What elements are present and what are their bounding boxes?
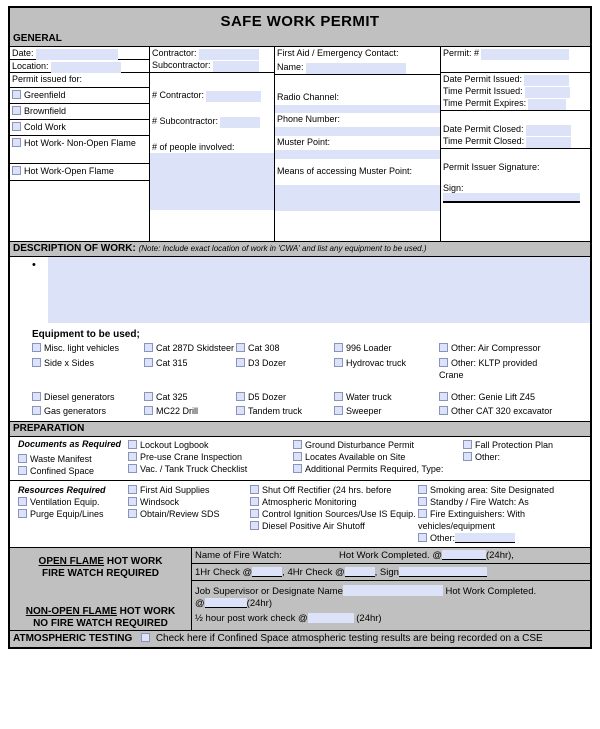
permit-issued-for-label: Permit issued for: xyxy=(10,73,149,88)
preparation-item[interactable] xyxy=(250,520,418,532)
num-people-label: # of people involved: xyxy=(152,142,235,152)
description-body xyxy=(10,257,590,329)
preparation-item[interactable] xyxy=(128,439,293,451)
equipment-item[interactable] xyxy=(439,391,559,403)
preparation-item[interactable] xyxy=(128,484,250,496)
num-contractor-input[interactable] xyxy=(206,91,261,102)
section-header-preparation: PREPARATION xyxy=(10,422,590,437)
permit-type-hot-work-open-flame[interactable] xyxy=(10,164,149,181)
permit-type-label: Brownfield xyxy=(24,106,67,116)
contractor-row xyxy=(150,47,274,59)
permit-type-spacer xyxy=(10,181,149,241)
checkbox-icon[interactable] xyxy=(18,509,27,518)
hot-work-right xyxy=(192,548,590,630)
documents-row-1 xyxy=(10,439,590,475)
preparation-item[interactable] xyxy=(418,484,578,496)
equipment-item[interactable] xyxy=(144,357,236,381)
equipment-label: Side x Sides xyxy=(44,358,95,368)
permit-type-hot-work-non-open-flame[interactable] xyxy=(10,136,149,164)
checkbox-icon[interactable] xyxy=(293,452,302,461)
supervisor-row xyxy=(192,581,590,609)
equipment-row-3 xyxy=(10,391,590,403)
equipment-item[interactable] xyxy=(10,391,144,403)
num-contractor-label: # Contractor: xyxy=(152,90,205,100)
checkbox-icon[interactable] xyxy=(439,358,448,367)
post-work-suffix: (24hr) xyxy=(356,613,382,624)
equipment-item[interactable] xyxy=(144,405,236,417)
preparation-label: Smoking area: Site Designated xyxy=(430,485,555,495)
equipment-item[interactable] xyxy=(236,357,334,381)
preparation-item[interactable] xyxy=(463,451,588,463)
permit-type-cold-work[interactable] xyxy=(10,120,149,136)
equipment-item[interactable] xyxy=(236,405,334,417)
equipment-label: Gas generators xyxy=(44,406,107,416)
non-open-flame-underline: NON-OPEN FLAME xyxy=(25,606,117,617)
preparation-label: Windsock xyxy=(140,497,180,507)
means-muster-input[interactable] xyxy=(275,185,440,211)
sign-row xyxy=(441,177,590,193)
preparation-item[interactable] xyxy=(293,451,463,463)
phone-number-row xyxy=(275,113,440,127)
equipment-row-1 xyxy=(10,342,590,354)
preparation-label: Locates Available on Site xyxy=(305,452,406,462)
checkbox-icon[interactable] xyxy=(144,358,153,367)
resources-required-label: Resources Required xyxy=(18,485,106,495)
resources-other-input[interactable] xyxy=(455,533,515,543)
description-label: DESCRIPTION OF WORK: xyxy=(13,243,136,254)
check-4hr-input[interactable] xyxy=(345,567,375,577)
hot-work-completed-suffix: (24hr), xyxy=(485,550,514,561)
hot-work-completed-label: Hot Work Completed. @ xyxy=(339,550,442,561)
checkbox-icon[interactable] xyxy=(334,406,343,415)
checkbox-icon[interactable] xyxy=(128,452,137,461)
date-permit-closed-label: Date Permit Closed: xyxy=(443,124,524,134)
resources-col4-stack xyxy=(418,484,578,544)
date-permit-issued-row xyxy=(441,73,590,85)
resources-row xyxy=(10,484,590,544)
no-fire-watch-required: NO FIRE WATCH REQUIRED xyxy=(33,618,168,629)
post-work-row xyxy=(192,609,590,627)
hot-work-completed2-label: Hot Work Completed. xyxy=(445,586,537,597)
preparation-label: Diesel Positive Air Shutoff xyxy=(262,521,365,531)
preparation-label: Standby / Fire Watch: As xyxy=(430,497,529,507)
num-people-input[interactable] xyxy=(150,153,274,210)
resources-col2-stack xyxy=(128,484,250,544)
equipment-label: Tandem truck xyxy=(248,406,303,416)
permit-sheet xyxy=(8,6,592,649)
radio-channel-input[interactable] xyxy=(275,105,440,113)
preparation-label: Obtain/Review SDS xyxy=(140,509,220,519)
name-input[interactable] xyxy=(306,63,406,74)
post-work-input[interactable] xyxy=(308,613,354,623)
preparation-label: Confined Space xyxy=(30,466,95,476)
equipment-label: Cat 308 xyxy=(248,343,280,353)
section-header-general: GENERAL xyxy=(10,32,590,47)
preparation-item[interactable] xyxy=(18,496,128,508)
date-row xyxy=(10,47,149,60)
hot-work-section xyxy=(10,548,590,631)
non-open-flame-rest: HOT WORK xyxy=(116,606,176,617)
preparation-label: Ground Disturbance Permit xyxy=(305,440,415,450)
equipment-item[interactable] xyxy=(334,391,439,403)
date-label: Date: xyxy=(12,48,34,58)
preparation-label: First Aid Supplies xyxy=(140,485,210,495)
general-col-left xyxy=(10,47,150,241)
resources-col1-stack xyxy=(10,484,128,544)
checkbox-icon[interactable] xyxy=(293,464,302,473)
hot-work-gap xyxy=(10,580,191,606)
preparation-item[interactable] xyxy=(18,508,128,520)
permit-issuer-signature-label: Permit Issuer Signature: xyxy=(443,162,540,172)
first-aid-label: First Aid / Emergency Contact: xyxy=(277,48,399,58)
check-1hr-input[interactable] xyxy=(252,567,282,577)
time-permit-closed-row xyxy=(441,135,590,149)
num-subcontractor-label: # Subcontractor: xyxy=(152,116,219,126)
checkbox-icon[interactable] xyxy=(128,497,137,506)
equipment-item[interactable] xyxy=(144,391,236,403)
equipment-label: Cat 287D Skidsteer xyxy=(156,343,235,353)
checkbox-icon[interactable] xyxy=(250,509,259,518)
description-note: (Note: Include exact location of work in 'CWA' and list any equipment to be used.) xyxy=(138,244,427,253)
checkbox-icon[interactable] xyxy=(12,90,21,99)
preparation-label: Ventilation Equip. xyxy=(30,497,100,507)
location-row xyxy=(10,60,149,73)
page-title: SAFE WORK PERMIT xyxy=(10,8,590,32)
checkbox-icon[interactable] xyxy=(128,440,137,449)
time-permit-closed-input[interactable] xyxy=(526,137,571,148)
at-suffix: (24hr) xyxy=(246,598,272,609)
checkbox-icon[interactable] xyxy=(128,485,137,494)
equipment-label: Other: Genie Lift Z45 xyxy=(451,392,536,402)
at-label: @ xyxy=(195,598,205,609)
permit-type-brownfield[interactable] xyxy=(10,104,149,120)
time-permit-expires-input[interactable] xyxy=(528,99,566,110)
checkbox-icon[interactable] xyxy=(12,138,21,147)
preparation-item[interactable] xyxy=(128,508,250,520)
equipment-item[interactable] xyxy=(236,391,334,403)
permit-number-row xyxy=(441,47,590,59)
preparation-label: Lockout Logbook xyxy=(140,440,209,450)
equipment-item[interactable] xyxy=(439,405,559,417)
job-supervisor-input[interactable] xyxy=(343,585,443,596)
atmospheric-testing-text: Check here if Confined Space atmospheric testing results are being recorded on a CSE xyxy=(155,633,543,644)
checkbox-icon[interactable] xyxy=(144,343,153,352)
checkbox-icon[interactable] xyxy=(439,406,448,415)
checkbox-icon[interactable] xyxy=(236,392,245,401)
hot-work-left xyxy=(10,548,192,630)
radio-channel-row xyxy=(275,75,440,105)
equipment-label: Other CAT 320 excavator xyxy=(451,406,553,416)
location-input[interactable] xyxy=(51,62,121,73)
checkbox-icon[interactable] xyxy=(236,343,245,352)
equipment-item[interactable] xyxy=(334,405,439,417)
phone-number-input[interactable] xyxy=(275,127,440,136)
equipment-section xyxy=(10,329,590,422)
equipment-item[interactable] xyxy=(439,357,559,381)
num-contractor-row xyxy=(150,73,274,103)
equipment-label: Cat 315 xyxy=(156,358,188,368)
checks-row xyxy=(192,564,590,581)
preparation-label: Other: xyxy=(475,452,501,462)
permit-type-greenfield[interactable] xyxy=(10,88,149,104)
subcontractor-row xyxy=(150,59,274,73)
documents-col4-stack xyxy=(463,439,588,475)
preparation-label: Pre-use Crane Inspection xyxy=(140,452,243,462)
checkbox-icon[interactable] xyxy=(12,166,21,175)
time-permit-closed-label: Time Permit Closed: xyxy=(443,136,525,146)
equipment-label: Diesel generators xyxy=(44,392,115,402)
preparation-item[interactable] xyxy=(250,508,418,520)
section-header-atmospheric xyxy=(10,631,590,647)
equipment-item[interactable] xyxy=(10,405,144,417)
non-open-flame-heading xyxy=(10,606,191,618)
checkbox-icon[interactable] xyxy=(236,358,245,367)
resources-col3-stack xyxy=(250,484,418,544)
open-flame-rest: HOT WORK xyxy=(104,556,163,567)
equipment-label: D3 Dozer xyxy=(248,358,287,368)
issuer-signature-row xyxy=(441,149,590,177)
checkbox-icon[interactable] xyxy=(250,521,259,530)
subcontractor-input[interactable] xyxy=(213,61,259,72)
time-permit-issued-label: Time Permit Issued: xyxy=(443,86,523,96)
checkbox-icon[interactable] xyxy=(18,454,27,463)
preparation-label: Vac. / Tank Truck Checklist xyxy=(140,464,248,474)
preparation-label: Fire Extinguishers: With vehicles/equipment xyxy=(418,509,526,531)
checkbox-icon[interactable] xyxy=(418,485,427,494)
general-col-permit xyxy=(441,47,590,241)
means-muster-row xyxy=(275,159,440,185)
section-header-description xyxy=(10,242,590,257)
means-muster-label: Means of accessing Muster Point: xyxy=(277,166,413,176)
contractor-label: Contractor: xyxy=(152,48,197,58)
subcontractor-label: Subcontractor: xyxy=(152,60,211,70)
check-4hr-label: , 4Hr Check @ xyxy=(282,567,345,578)
time-permit-expires-label: Time Permit Expires: xyxy=(443,98,527,108)
checkbox-icon[interactable] xyxy=(418,533,427,542)
job-supervisor-label: Job Supervisor or Designate Name xyxy=(195,586,343,597)
checkbox-icon[interactable] xyxy=(439,392,448,401)
equipment-label: Misc. light vehicles xyxy=(44,343,120,353)
sign-label: , Sign xyxy=(374,567,399,578)
equipment-row-4 xyxy=(10,405,590,417)
name-row xyxy=(275,61,440,75)
equipment-item[interactable] xyxy=(236,342,334,354)
documents-required-label: Documents as Required xyxy=(18,439,122,449)
general-col-emergency xyxy=(275,47,441,241)
checkbox-icon[interactable] xyxy=(463,440,472,449)
checkbox-icon[interactable] xyxy=(439,343,448,352)
documents-col3-stack xyxy=(293,439,463,475)
preparation-item[interactable] xyxy=(293,463,463,475)
preparation-item[interactable] xyxy=(128,463,293,475)
checkbox-icon[interactable] xyxy=(18,466,27,475)
muster-point-row xyxy=(275,136,440,150)
fire-watch-required: FIRE WATCH REQUIRED xyxy=(41,568,160,579)
preparation-label: Other: xyxy=(430,533,456,543)
equipment-item[interactable] xyxy=(10,342,144,354)
checkbox-icon[interactable] xyxy=(128,509,137,518)
checkbox-icon[interactable] xyxy=(334,392,343,401)
preparation-label: Atmospheric Monitoring xyxy=(262,497,357,507)
checkbox-icon[interactable] xyxy=(32,343,41,352)
sign-label: Sign: xyxy=(443,183,464,193)
permit-type-label: Hot Work- Non-Open Flame xyxy=(24,138,136,148)
preparation-item[interactable] xyxy=(418,496,578,508)
checkbox-icon[interactable] xyxy=(144,406,153,415)
checkbox-icon[interactable] xyxy=(128,464,137,473)
closed-spacer xyxy=(441,111,590,123)
checkbox-icon[interactable] xyxy=(32,358,41,367)
preparation-item[interactable] xyxy=(463,439,588,451)
preparation-item[interactable] xyxy=(128,451,293,463)
checkbox-icon[interactable] xyxy=(144,392,153,401)
time-permit-expires-row xyxy=(441,97,590,111)
date-permit-issued-label: Date Permit Issued: xyxy=(443,74,523,84)
radio-channel-label: Radio Channel: xyxy=(277,92,340,102)
num-subcontractor-input[interactable] xyxy=(220,117,260,128)
equipment-item[interactable] xyxy=(144,342,236,354)
general-col-contractor xyxy=(150,47,275,241)
checkbox-icon[interactable] xyxy=(18,497,27,506)
preparation-item[interactable] xyxy=(250,484,418,496)
check-1hr-label: 1Hr Check @ xyxy=(195,567,253,578)
checkbox-icon[interactable] xyxy=(32,392,41,401)
equipment-label: Hydrovac truck xyxy=(346,358,407,368)
checkbox-icon[interactable] xyxy=(418,497,427,506)
equipment-item[interactable] xyxy=(334,357,439,381)
preparation-item[interactable] xyxy=(250,496,418,508)
equipment-label: D5 Dozer xyxy=(248,392,287,402)
num-subcontractor-row xyxy=(150,103,274,133)
checkbox-icon[interactable] xyxy=(12,122,21,131)
preparation-label: Fall Protection Plan xyxy=(475,440,554,450)
permit-number-spacer xyxy=(441,59,590,73)
preparation-item[interactable] xyxy=(418,508,578,532)
hot-work-completed-input[interactable] xyxy=(442,550,486,560)
phone-number-label: Phone Number: xyxy=(277,114,341,124)
checkbox-icon[interactable] xyxy=(250,497,259,506)
permit-type-label: Cold Work xyxy=(24,122,66,132)
equipment-label: Water truck xyxy=(346,392,392,402)
checkbox-icon[interactable] xyxy=(12,106,21,115)
preparation-item[interactable] xyxy=(293,439,463,451)
permit-type-label: Hot Work-Open Flame xyxy=(24,166,114,176)
permit-type-label: Greenfield xyxy=(24,90,66,100)
hot-work-completed2-input[interactable] xyxy=(205,598,247,608)
preparation-documents xyxy=(10,437,590,481)
atmospheric-testing-label: ATMOSPHERIC TESTING xyxy=(13,633,133,644)
equipment-item[interactable] xyxy=(334,342,439,354)
preparation-label: Purge Equip/Lines xyxy=(30,509,104,519)
equipment-label: Other: KLTP provided Crane xyxy=(439,358,538,380)
description-of-work-input[interactable] xyxy=(48,257,590,323)
muster-point-label: Muster Point: xyxy=(277,137,331,147)
permit-number-input[interactable] xyxy=(481,49,569,60)
checkbox-icon[interactable] xyxy=(334,343,343,352)
equipment-heading: Equipment to be used; xyxy=(32,329,140,340)
equipment-label: Sweeper xyxy=(346,406,382,416)
permit-number-label: Permit: # xyxy=(443,48,480,58)
checkbox-icon[interactable] xyxy=(250,485,259,494)
equipment-item[interactable] xyxy=(439,342,559,354)
muster-point-input[interactable] xyxy=(275,150,440,159)
preparation-label: Control Ignition Sources/Use IS Equip. xyxy=(262,509,416,519)
name-label: Name: xyxy=(277,62,304,72)
date-input[interactable] xyxy=(36,49,118,60)
checkbox-icon[interactable] xyxy=(418,509,427,518)
equipment-label: Cat 325 xyxy=(156,392,188,402)
preparation-label: Additional Permits Required, Type: xyxy=(305,464,444,474)
name-of-fire-watch-label: Name of Fire Watch: xyxy=(195,550,282,561)
fire-watch-row xyxy=(192,548,590,564)
post-work-label: ½ hour post work check @ xyxy=(195,613,308,624)
fire-watch-sign-input[interactable] xyxy=(399,567,487,577)
preparation-label: Waste Manifest xyxy=(30,454,92,464)
equipment-row-2 xyxy=(10,357,590,381)
checkbox-icon[interactable] xyxy=(141,633,150,642)
preparation-item[interactable] xyxy=(128,496,250,508)
checkbox-icon[interactable] xyxy=(293,440,302,449)
checkbox-icon[interactable] xyxy=(463,452,472,461)
documents-col2-stack xyxy=(128,439,293,475)
equipment-label: MC22 Drill xyxy=(156,406,199,416)
preparation-item[interactable] xyxy=(418,532,578,544)
equipment-label: 996 Loader xyxy=(346,343,392,353)
open-flame-heading xyxy=(10,556,191,568)
preparation-label: Shut Off Rectifier (24 hrs. before xyxy=(262,485,392,495)
num-people-row xyxy=(150,133,274,153)
checkbox-icon[interactable] xyxy=(32,406,41,415)
checkbox-icon[interactable] xyxy=(236,406,245,415)
open-flame-underline: OPEN FLAME xyxy=(38,556,105,567)
time-permit-issued-row xyxy=(441,85,590,97)
equipment-label: Other: Air Compressor xyxy=(451,343,541,353)
location-label: Location: xyxy=(12,61,49,71)
general-section xyxy=(10,47,590,242)
preparation-resources xyxy=(10,481,590,548)
equipment-item[interactable] xyxy=(10,357,144,381)
date-permit-closed-row xyxy=(441,123,590,135)
checkbox-icon[interactable] xyxy=(334,358,343,367)
description-bullet-gutter: • xyxy=(32,259,36,271)
